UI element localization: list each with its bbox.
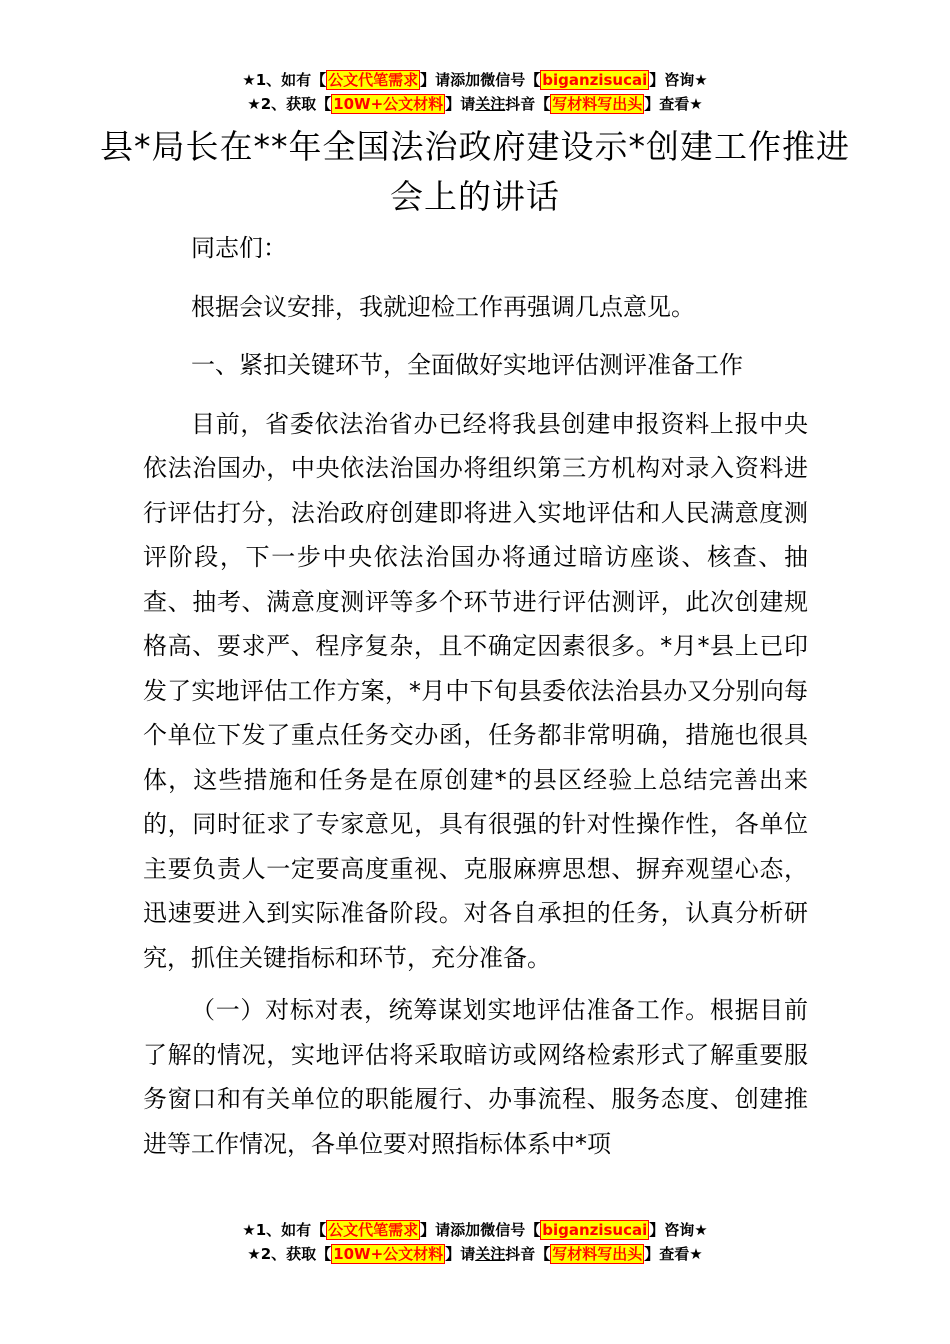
highlight-tag: 公文代笔需求 bbox=[328, 1221, 419, 1239]
banner-text: 】查看★ bbox=[644, 1245, 703, 1263]
banner-text: 微信号【 bbox=[480, 1221, 541, 1239]
banner-text: ★2、获取【 bbox=[247, 95, 332, 113]
banner-text: 】请添加 bbox=[420, 1221, 481, 1239]
banner-text: 】请 bbox=[445, 1245, 476, 1263]
banner-text: 关注 bbox=[475, 95, 506, 113]
banner-text: 抖音【 bbox=[505, 1245, 551, 1263]
highlight-tag: 10W+公文材料 bbox=[333, 1245, 444, 1263]
document-body bbox=[143, 226, 808, 1180]
banner-text: ★2、获取【 bbox=[247, 1245, 332, 1263]
douyin-id-tag: 写材料写出头 bbox=[552, 95, 643, 113]
paragraph: 根据会议安排，我就迎检工作再强调几点意见。 bbox=[191, 292, 695, 321]
header-banner bbox=[0, 68, 950, 116]
section-heading: 一、紧扣关键环节，全面做好实地评估测评准备工作 bbox=[191, 351, 743, 379]
footer-banner bbox=[0, 1218, 950, 1266]
highlight-tag: 公文代笔需求 bbox=[328, 71, 419, 89]
douyin-id-tag: 写材料写出头 bbox=[552, 1245, 643, 1263]
banner-text: 抖音【 bbox=[505, 95, 551, 113]
banner-text: ★1、如有【 bbox=[242, 1221, 327, 1239]
banner-text: 】咨询★ bbox=[649, 71, 708, 89]
banner-line-1 bbox=[0, 1218, 950, 1242]
banner-line-2 bbox=[0, 92, 950, 116]
paragraph: （一）对标对表，统筹谋划实地评估准备工作。根据目前了解的情况，实地评估将采取暗访或网络检索形式了解重要服务窗口和有关单位的职能履行、办事流程、服务态度、创建推进等工作情况，各单位要对照指标体系中*项 bbox=[143, 996, 808, 1158]
highlight-tag: 10W+公文材料 bbox=[333, 95, 444, 113]
banner-text: 】请 bbox=[445, 95, 476, 113]
banner-line-1 bbox=[0, 68, 950, 92]
salutation: 同志们： bbox=[191, 234, 287, 262]
banner-text: 】请添加 bbox=[420, 71, 481, 89]
paragraph: 目前，省委依法治省办已经将我县创建申报资料上报中央依法治国办，中央依法治国办将组织第三方机构对录入资料进行评估打分，法治政府创建即将进入实地评估和人民满意度测评阶段，下一步中央依法治国办将通过暗访座谈、核查、抽查、抽考、满意度测评等多个环节进行评估测评，此次创建规格高、要求严、程序复杂，且不确定因素很多。*月*县上已印发了实地评估工作方案，*月中下旬县委依法治县办又分别向每个单位下发了重点任务交办函，任务都非常明确，措施也很具体，这些措施和任务是在原创建*的县区经验上总结完善出来的，同时征求了专家意见，具有很强的针对性操作性，各单位主要负责人一定要高度重视、克服麻痹思想、摒弃观望心态，迅速要进入到实际准备阶段。对各自承担的任务，认真分析研究，抓住关键指标和环节，充分准备。 bbox=[143, 409, 808, 972]
banner-line-2 bbox=[0, 1242, 950, 1266]
wechat-id-tag: biganzisucai bbox=[542, 1221, 648, 1239]
document-title: 县*局长在**年全国法治政府建设示*创建工作推进会上的讲话 bbox=[100, 127, 850, 216]
banner-text: 关注 bbox=[475, 1245, 506, 1263]
banner-text: ★1、如有【 bbox=[242, 71, 327, 89]
banner-text: 】咨询★ bbox=[649, 1221, 708, 1239]
banner-text: 】查看★ bbox=[644, 95, 703, 113]
wechat-id-tag: biganzisucai bbox=[542, 71, 648, 89]
banner-text: 微信号【 bbox=[480, 71, 541, 89]
